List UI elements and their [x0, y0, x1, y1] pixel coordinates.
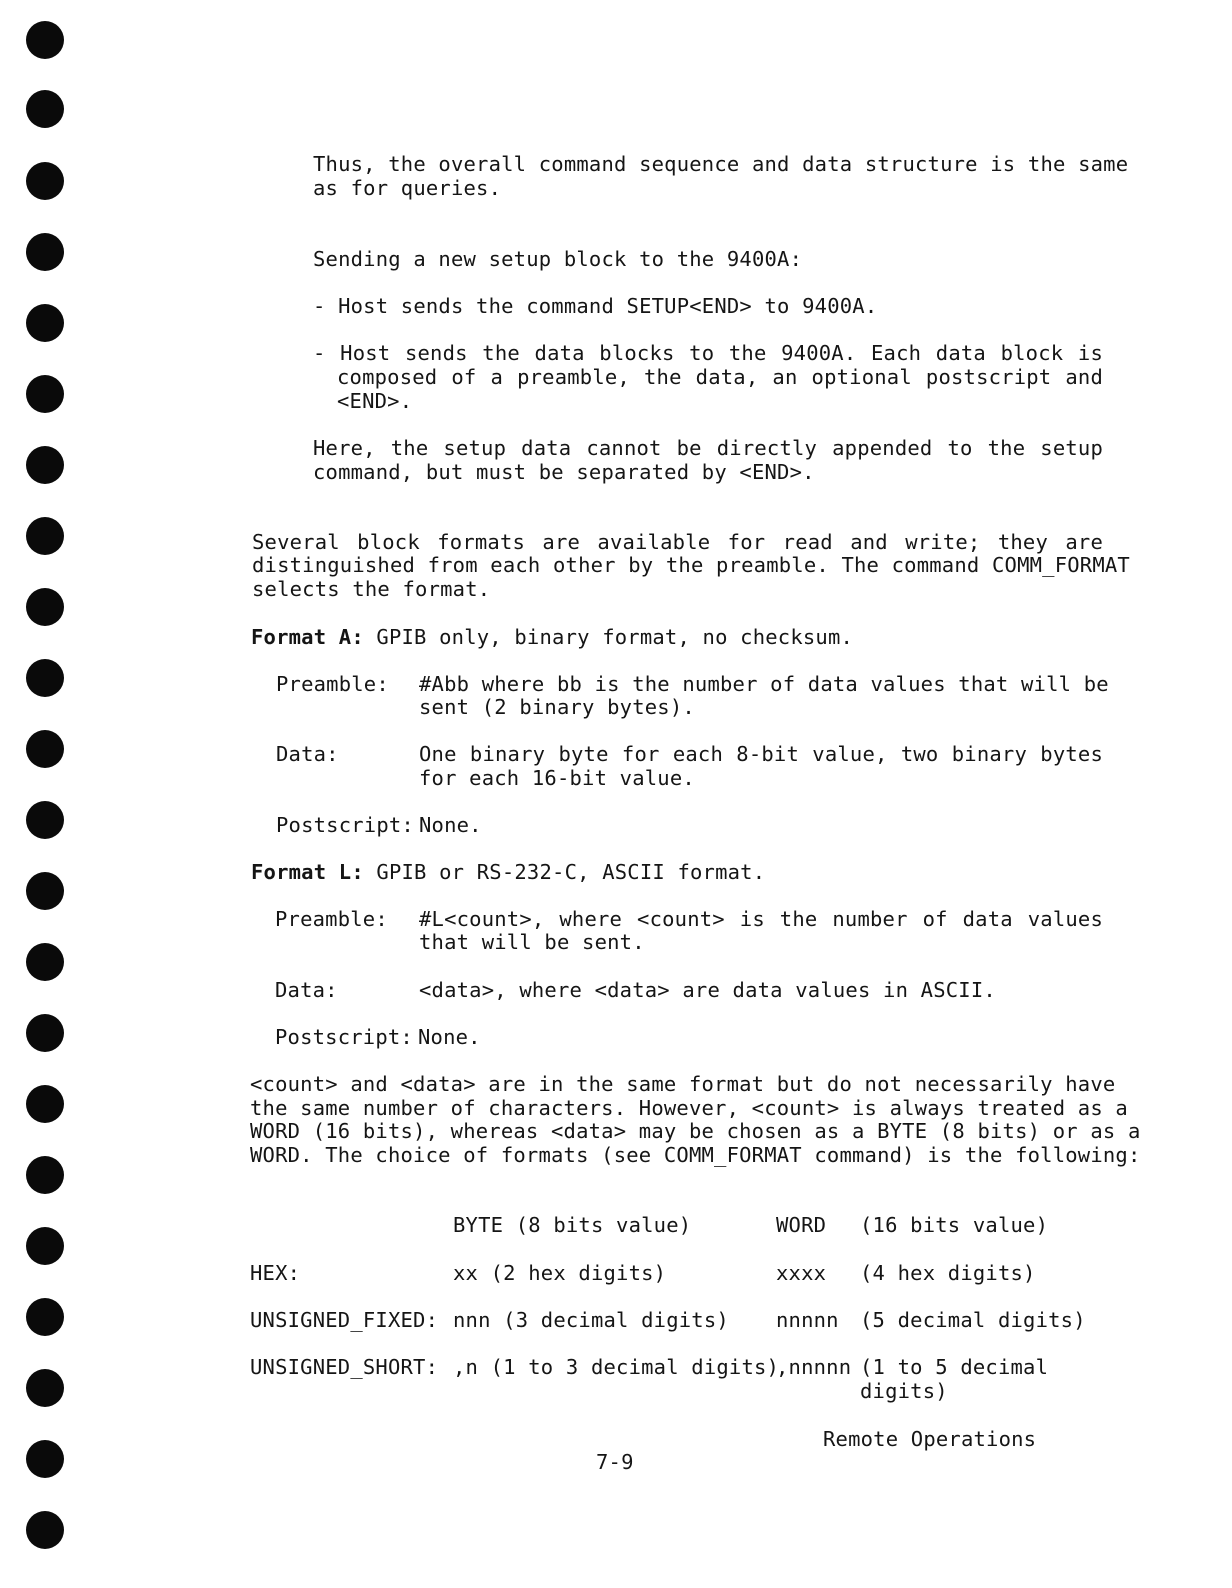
format-a-postscript-label: Postscript: — [276, 813, 414, 837]
count-para-line: <count> and <data> are in the same format but do not necessarily have — [250, 1072, 1116, 1096]
format-l-label: Format L: — [251, 860, 364, 884]
table-header-word-code: WORD — [776, 1213, 827, 1237]
count-para-line: WORD. The choice of formats (see COMM_FORMAT command) is the following: — [250, 1143, 1141, 1167]
format-a-label: Format A: — [251, 625, 364, 649]
binder-hole — [26, 872, 64, 910]
binder-hole — [26, 1298, 64, 1336]
table-row-name: UNSIGNED_FIXED: — [250, 1308, 439, 1332]
binder-hole — [26, 588, 64, 626]
binder-hole — [26, 517, 64, 555]
binder-hole — [26, 1085, 64, 1123]
setup-bullet: - Host sends the command SETUP<END> to 9400A. — [313, 294, 878, 318]
binder-hole — [26, 1440, 64, 1478]
table-row-word-desc: (4 hex digits) — [860, 1261, 1036, 1285]
table-row-word-code: nnnnn — [776, 1308, 839, 1332]
format-l-data-label: Data: — [275, 978, 338, 1002]
format-a-desc: GPIB only, binary format, no checksum. — [363, 625, 854, 649]
binder-hole — [26, 1156, 64, 1194]
intro-line: as for queries. — [313, 176, 502, 200]
formats-intro-line: Several block formats are available for read and write; they are — [252, 530, 1103, 554]
count-para-line: WORD (16 bits), whereas <data> may be chosen as a BYTE (8 bits) or as a — [250, 1119, 1141, 1143]
format-a-postscript-value: None. — [419, 813, 482, 837]
table-row-word-desc: (5 decimal digits) — [860, 1308, 1086, 1332]
setup-note: command, but must be separated by <END>. — [313, 460, 815, 484]
page-number: 7-9 — [596, 1450, 634, 1474]
format-a-data-label: Data: — [276, 742, 339, 766]
format-l-preamble-label: Preamble: — [275, 907, 388, 931]
binder-hole — [26, 730, 64, 768]
format-a-preamble-value: #Abb where bb is the number of data values that will be — [419, 672, 1109, 696]
table-row-name: UNSIGNED_SHORT: — [250, 1355, 439, 1379]
format-l-preamble-value: #L<count>, where <count> is the number of data values — [419, 907, 1103, 931]
setup-bullet: - Host sends the data blocks to the 9400A. Each data block is — [313, 341, 1103, 365]
table-row-word-desc: (1 to 5 decimal — [860, 1355, 1049, 1379]
setup-heading: Sending a new setup block to the 9400A: — [313, 247, 803, 271]
format-a-data-value: for each 16-bit value. — [419, 766, 695, 790]
format-a-preamble-label: Preamble: — [276, 672, 389, 696]
binder-hole — [26, 1369, 64, 1407]
format-l-heading — [251, 861, 765, 885]
binder-hole — [26, 943, 64, 981]
format-a-heading — [251, 626, 853, 650]
binder-hole — [26, 659, 64, 697]
binder-hole — [26, 21, 64, 59]
count-para-line: the same number of characters. However, <count> is always treated as a — [250, 1096, 1128, 1120]
table-header-word-desc: (16 bits value) — [860, 1213, 1049, 1237]
format-l-data-value: <data>, where <data> are data values in ASCII. — [419, 978, 996, 1002]
binder-hole — [26, 801, 64, 839]
table-row-byte: ,n (1 to 3 decimal digits) — [453, 1355, 780, 1379]
footer-section-title: Remote Operations — [823, 1427, 1037, 1451]
table-row-word-desc: digits) — [860, 1379, 948, 1403]
format-l-preamble-value: that will be sent. — [419, 930, 645, 954]
formats-intro-line: distinguished from each other by the preamble. The command COMM_FORMAT — [252, 553, 1130, 577]
table-row-byte: xx (2 hex digits) — [453, 1261, 667, 1285]
setup-note: Here, the setup data cannot be directly appended to the setup — [313, 436, 1103, 460]
table-row-name: HEX: — [250, 1261, 301, 1285]
binder-hole — [26, 1227, 64, 1265]
format-a-data-value: One binary byte for each 8-bit value, two binary bytes — [419, 742, 1103, 766]
binder-hole — [26, 162, 64, 200]
format-l-desc: GPIB or RS-232-C, ASCII format. — [363, 860, 766, 884]
intro-line: Thus, the overall command sequence and data structure is the same — [313, 152, 1129, 176]
binder-hole — [26, 1014, 64, 1052]
formats-intro-line: selects the format. — [252, 577, 491, 601]
binder-hole — [26, 446, 64, 484]
binder-hole — [26, 233, 64, 271]
binder-hole — [26, 375, 64, 413]
format-l-postscript-value: None. — [418, 1025, 481, 1049]
setup-bullet-continuation: composed of a preamble, the data, an optional postscript and — [337, 365, 1103, 389]
table-row-byte: nnn (3 decimal digits) — [453, 1308, 729, 1332]
format-l-postscript-label: Postscript: — [275, 1025, 413, 1049]
binder-hole — [26, 304, 64, 342]
format-a-preamble-value: sent (2 binary bytes). — [419, 695, 695, 719]
binder-hole — [26, 1511, 64, 1549]
table-header-byte: BYTE (8 bits value) — [453, 1213, 692, 1237]
setup-bullet-continuation: <END>. — [337, 389, 413, 413]
table-row-word-code: xxxx — [776, 1261, 827, 1285]
table-row-word-code: ,nnnnn — [776, 1355, 852, 1379]
binder-hole — [26, 90, 64, 128]
